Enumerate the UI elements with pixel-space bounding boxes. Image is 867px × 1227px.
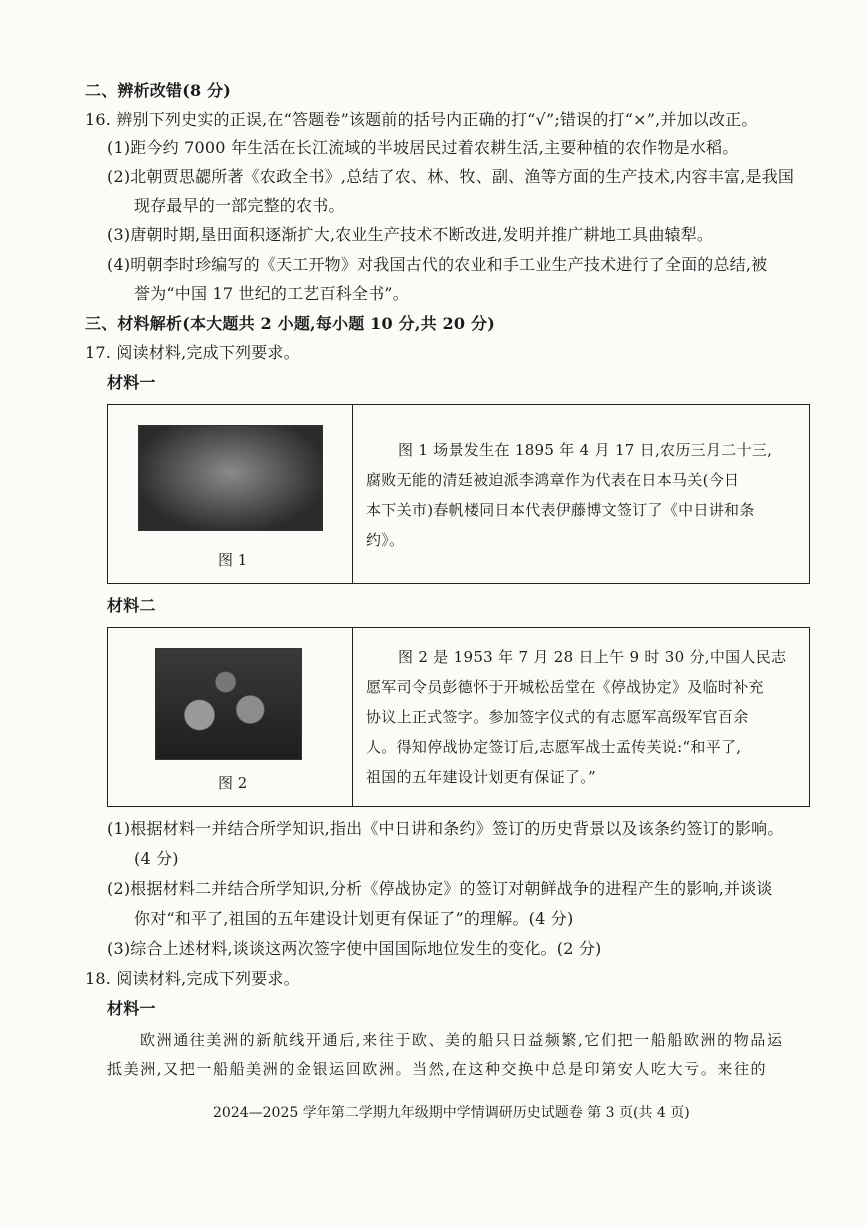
q17-material1-label: 材料一 xyxy=(107,373,156,392)
figure2-image xyxy=(155,648,302,760)
figure2-caption: 图 2 xyxy=(218,774,248,792)
q16-stem: 16. 辨别下列史实的正误,在“答题卷”该题前的括号内正确的打“√”;错误的打“×”,并加以改正。 xyxy=(85,110,758,129)
material1-text-4: 约》。 xyxy=(366,531,405,549)
q17-stem: 17. 阅读材料,完成下列要求。 xyxy=(85,343,300,362)
q16-item-4: (4)明朝李时珍编写的《天工开物》对我国古代的农业和手工业生产技术进行了全面的总结,被 xyxy=(107,255,768,274)
material2-box xyxy=(107,627,810,807)
material2-text-2: 愿军司令员彭德怀于开城松岳堂在《停战协定》及临时补充 xyxy=(366,678,764,696)
material2-text-1: 图 2 是 1953 年 7 月 28 日上午 9 时 30 分,中国人民志 xyxy=(398,648,787,666)
q18-material1-text-2: 抵美洲,又把一船船美洲的金银运回欧洲。当然,在这种交换中总是印第安人吃大亏。来往的 xyxy=(107,1060,768,1078)
q17-question-2-cont: 你对“和平了,祖国的五年建设计划更有保证了”的理解。(4 分) xyxy=(134,909,574,928)
q17-question-1: (1)根据材料一并结合所学知识,指出《中日讲和条约》签订的历史背景以及该条约签订的影响。 xyxy=(107,819,784,838)
q16-item-2: (2)北朝贾思勰所著《农政全书》,总结了农、林、牧、副、渔等方面的生产技术,内容丰富,是我国 xyxy=(107,167,795,186)
figure1-image xyxy=(138,425,323,531)
q18-stem: 18. 阅读材料,完成下列要求。 xyxy=(85,969,300,988)
q16-item-2-cont: 现存最早的一部完整的农书。 xyxy=(134,196,345,215)
q18-material1-text-1: 欧洲通往美洲的新航线开通后,来往于欧、美的船只日益频繁,它们把一船船欧洲的物品运 xyxy=(140,1031,784,1049)
material1-box xyxy=(107,404,810,584)
q18-material1-label: 材料一 xyxy=(107,999,156,1018)
q16-item-4-cont: 誉为“中国 17 世纪的工艺百科全书”。 xyxy=(134,284,409,303)
figure1-caption: 图 1 xyxy=(218,551,248,569)
q17-question-3: (3)综合上述材料,谈谈这两次签字使中国国际地位发生的变化。(2 分) xyxy=(107,939,602,958)
material1-text-2: 腐败无能的清廷被迫派李鸿章作为代表在日本马关(今日 xyxy=(366,471,740,489)
material2-text-5: 祖国的五年建设计划更有保证了。” xyxy=(366,768,596,786)
page-footer: 2024—2025 学年第二学期九年级期中学情调研历史试题卷 第 3 页(共 4 页) xyxy=(213,1105,690,1121)
material2-text-4: 人。得知停战协定签订后,志愿军战士孟传芙说:“和平了, xyxy=(366,738,742,756)
material1-text-3: 本下关市)春帆楼同日本代表伊藤博文签订了《中日讲和条 xyxy=(366,501,755,519)
q17-question-2: (2)根据材料二并结合所学知识,分析《停战协定》的签订对朝鲜战争的进程产生的影响,并谈谈 xyxy=(107,879,773,898)
material2-text-3: 协议上正式签字。参加签字仪式的有志愿军高级军官百余 xyxy=(366,708,749,726)
q17-material2-label: 材料二 xyxy=(107,596,156,615)
section3-heading: 三、材料解析(本大题共 2 小题,每小题 10 分,共 20 分) xyxy=(85,314,495,333)
section2-heading: 二、辨析改错(8 分) xyxy=(85,81,232,100)
material1-text-1: 图 1 场景发生在 1895 年 4 月 17 日,农历三月二十三, xyxy=(398,441,773,459)
q16-item-1: (1)距今约 7000 年生活在长江流域的半坡居民过着农耕生活,主要种植的农作物是水稻。 xyxy=(107,138,739,157)
q16-item-3: (3)唐朝时期,垦田面积逐渐扩大,农业生产技术不断改进,发明并推广耕地工具曲辕犁。 xyxy=(107,225,714,244)
q17-question-1-points: (4 分) xyxy=(134,849,179,868)
